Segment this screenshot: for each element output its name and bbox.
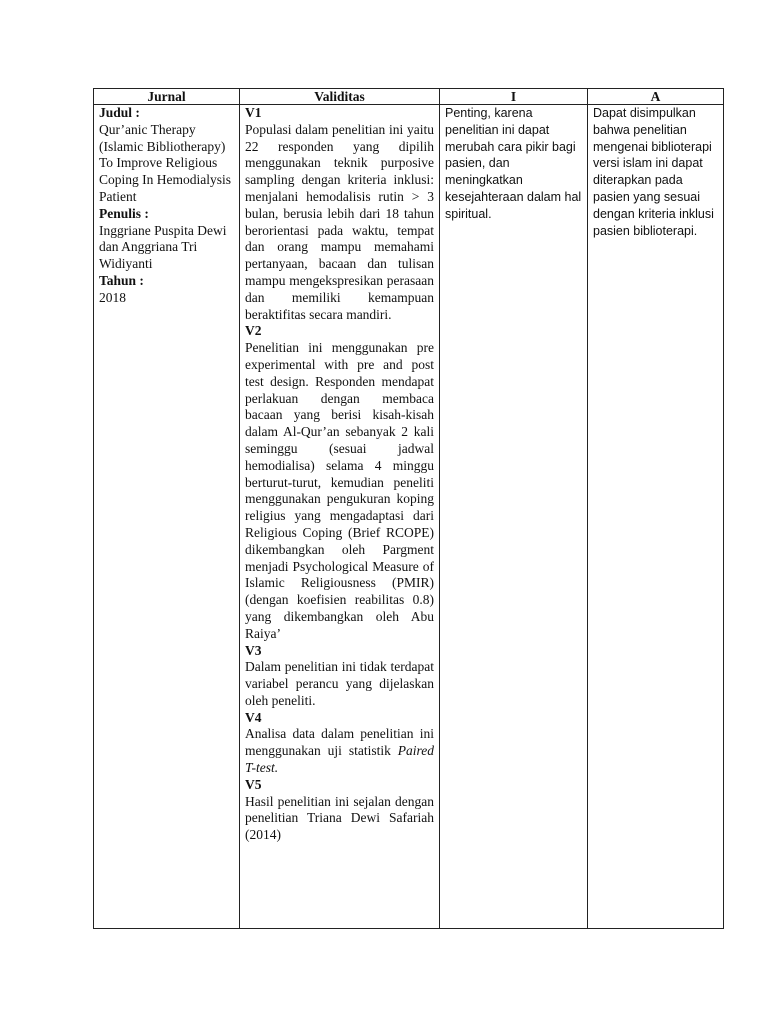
- judul-value: Qur’anic Therapy (Islamic Bibliotherapy) To Improve Religious Coping In Hemodialysis Patient: [99, 121, 231, 204]
- validitas-cell: [240, 105, 440, 929]
- v4-text: Analisa data dalam penelitian ini menggunakan uji statistik: [245, 726, 434, 759]
- tahun-label: Tahun :: [99, 272, 144, 288]
- penulis-label: Penulis :: [99, 205, 149, 221]
- review-table: [93, 88, 724, 929]
- v3-text: Dalam penelitian ini tidak terdapat variabel perancu yang dijelaskan oleh peneliti.: [245, 659, 434, 708]
- v3-label: V3: [245, 642, 262, 658]
- judul-label: Judul :: [99, 105, 140, 120]
- header-row: [94, 89, 724, 105]
- table-row: [94, 105, 724, 929]
- v4-paragraph: [245, 726, 434, 776]
- importance-cell: Penting, karena penelitian ini dapat merubah cara pikir bagi pasien, dan meningkatkan kesejahteraan dalam hal spiritual.: [440, 105, 588, 929]
- v1-label: V1: [245, 105, 262, 120]
- header-jurnal: Jurnal: [94, 89, 240, 105]
- header-applicability: A: [588, 89, 724, 105]
- v4-label: V4: [245, 709, 262, 725]
- v5-text: Hasil penelitian ini sejalan dengan penelitian Triana Dewi Safariah (2014): [245, 793, 434, 843]
- header-importance: I: [440, 89, 588, 105]
- header-validitas: Validitas: [240, 89, 440, 105]
- penulis-value: Inggriane Puspita Dewi dan Anggriana Tri Widiyanti: [99, 222, 227, 272]
- applicability-cell: Dapat disimpulkan bahwa penelitian mengenai biblioterapi versi islam ini dapat diterapkan pada pasien yang sesuai dengan kriteria inklusi pasien biblioterapi.: [588, 105, 724, 929]
- v1-text: Populasi dalam penelitian ini yaitu 22 responden yang dipilih menggunakan teknik purposive sampling dengan kriteria inklusi: menjalani hemodalisis rutin > 3 bulan, berusia lebih dari 18 tahun berorientasi pada waktu, tempat dan orang mampu memahami pertanyaan, bacaan dan tulisan mampu mengekspresikan perasaan dan memiliki kemampuan beraktifitas secara mandiri.: [245, 121, 434, 322]
- v5-label: V5: [245, 776, 262, 792]
- v2-text: Penelitian ini menggunakan pre experimental with pre and post test design. Responden mendapat perlakuan dengan membaca bacaan yang berisi kisah-kisah dalam Al-Qur’an sebanyak 2 kali seminggu (sesuai jadwal hemodialisa) selama 4 minggu berturut-turut, kemudian peneliti menggunakan pengukuran koping religius yang mengadaptasi dari Religious Coping (Brief RCOPE) dikembangkan oleh Pargment menjadi Psychological Measure of Islamic Religiousness (PMIR) (dengan koefisien reabilitas 0.8) yang dikembangkan oleh Abu Raiya’: [245, 340, 434, 641]
- jurnal-cell: [94, 105, 240, 929]
- v4-italic-text: Paired T-test.: [245, 743, 434, 776]
- tahun-value: 2018: [99, 289, 126, 305]
- v2-label: V2: [245, 323, 262, 339]
